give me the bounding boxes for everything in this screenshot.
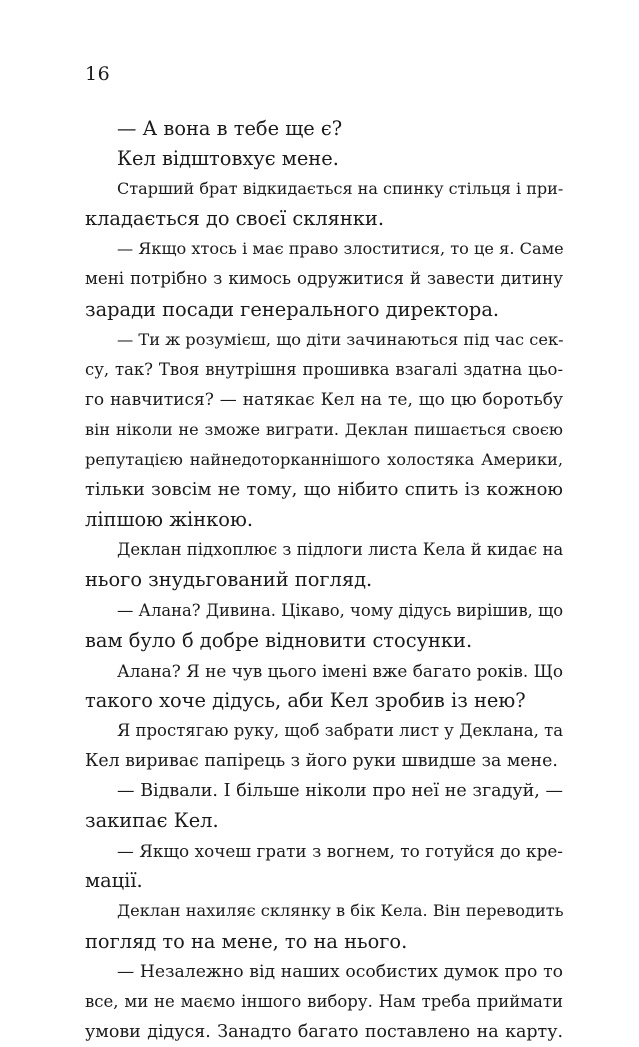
text-line: — А вона в тебе ще є? (117, 117, 343, 140)
text-line: такого хоче дідусь, аби Кел зробив із нею? (85, 688, 526, 712)
text-line: — Відвали. І більше ніколи про неї не згадуй, — (117, 781, 563, 802)
text-line: — Алана? Дивина. Цікаво, чому дідусь вирішив, що (117, 600, 564, 620)
text-line: він ніколи не зможе виграти. Деклан пишається своєю (85, 419, 563, 439)
text-line: заради посади генерального директора. (85, 297, 500, 321)
text-line: — Ти ж розумієш, що діти зачинаються під час сек- (117, 329, 564, 349)
text-line: Деклан підхоплює з підлоги листа Кела й кидає на (117, 540, 564, 560)
text-line: Кел вириває папірець з його руки швидше за мене. (85, 750, 558, 771)
text-line: Я простягаю руку, щоб забрати лист у Деклана, та (117, 720, 564, 740)
text-line: закипає Кел. (85, 809, 219, 833)
text-line: — Незалежно від наших особистих думок про то (117, 961, 563, 982)
text-line: мені потрібно з кимось одружитися й завести дитину (85, 269, 563, 289)
text-line: го навчитися? — натякає Кел на те, що цю боротьбу (85, 389, 563, 410)
text-line: Деклан нахиляє склянку в бік Кела. Він переводить (117, 901, 564, 921)
text-line: — Якщо хочеш грати з вогнем, то готуйся до кре- (117, 841, 563, 862)
page-number: 16 (85, 63, 111, 85)
text-line: тільки зовсім не тому, що нібито спить із кожною (85, 479, 563, 501)
text-line: ліпшою жінкою. (85, 508, 253, 532)
text-line: Старший брат відкидається на спинку стільця і при- (117, 179, 564, 199)
text-line: Алана? Я не чув цього імені вже багато років. Що (117, 660, 563, 681)
text-line: су, так? Твоя внутрішня прошивка взагалі здатна цьо- (85, 359, 563, 379)
text-line: репутацією найнедоторканнішого холостяка Америки, (85, 450, 563, 470)
text-line: нього знудьгований погляд. (85, 568, 373, 592)
text-line: — Якщо хтось і має право злоститися, то це я. Саме (117, 239, 564, 259)
text-line: все, ми не маємо іншого вибору. Нам треба приймати (85, 991, 563, 1011)
text-line: мації. (85, 869, 143, 893)
text-line: Кел відштовхує мене. (117, 147, 339, 171)
text-line: вам було б добре відновити стосунки. (85, 628, 473, 652)
text-line: кладається до своєї склянки. (85, 207, 385, 231)
text-line: погляд то на мене, то на нього. (85, 929, 408, 953)
text-line: умови дідуся. Занадто багато поставлено на карту. (85, 1021, 563, 1042)
body-text (85, 114, 563, 1047)
